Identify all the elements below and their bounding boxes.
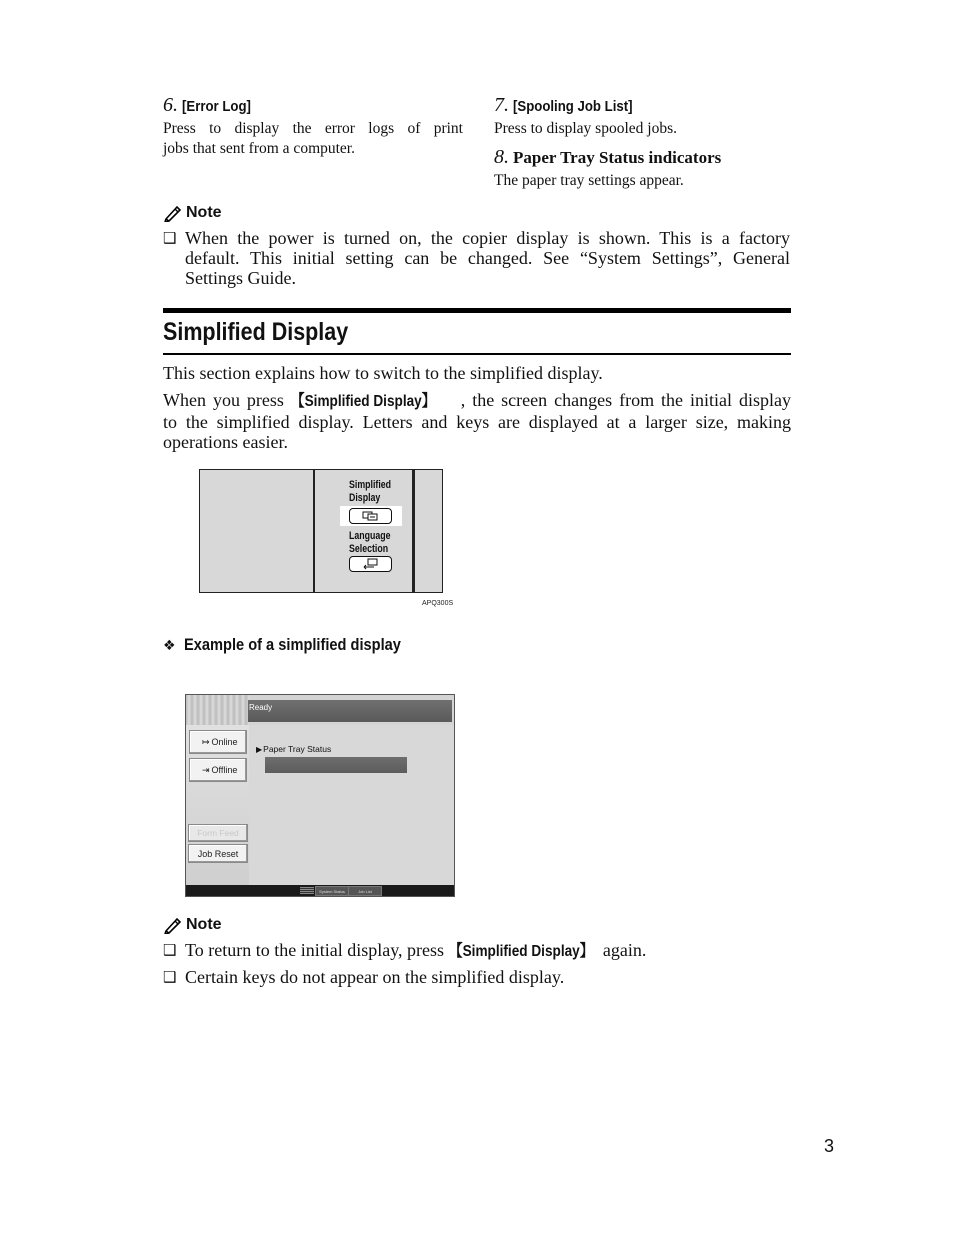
paper-tray-label: Paper Tray Status: [263, 744, 332, 754]
simplified-display-button[interactable]: [349, 508, 392, 524]
step-6-description: [163, 119, 463, 159]
step-title: [Spooling Job List]: [513, 98, 633, 115]
offline-icon: ⇥: [202, 764, 210, 775]
screen-bottom-bar: [186, 885, 454, 896]
note-2-item-2: Certain keys do not appear on the simplified display.: [185, 967, 565, 987]
language-selection-label: [349, 530, 391, 556]
step-8-heading: [494, 146, 721, 169]
online-button[interactable]: [189, 730, 247, 754]
job-reset-button[interactable]: Job Reset: [188, 844, 248, 863]
simplified-display-icon: [362, 511, 378, 521]
offline-button[interactable]: [189, 758, 247, 782]
text-line: default. This initial setting can be changed. See “System Settings”, General: [185, 248, 790, 268]
note-1-text: [185, 228, 790, 288]
screen-corner: [186, 695, 249, 725]
text-line: [163, 390, 791, 412]
paper-tray-status: [256, 744, 331, 754]
online-label: Online: [211, 737, 238, 747]
key-label: 【Simplified Display】: [448, 943, 593, 960]
note-title: Note: [186, 916, 222, 933]
text-fragment: , the screen changes from the initial display: [460, 390, 791, 410]
language-icon: [362, 558, 380, 570]
text-line: Selection: [349, 543, 389, 555]
text-fragment: To return to the initial display, press: [185, 940, 449, 960]
step-title: Paper Tray Status indicators: [513, 148, 722, 167]
step-number: 6.: [163, 94, 178, 116]
page-number: 3: [824, 1136, 835, 1156]
status-text: Ready: [249, 703, 273, 712]
pencil-icon: [163, 204, 183, 222]
control-panel-illustration: [199, 469, 443, 593]
text-line: Settings Guide.: [185, 268, 296, 288]
key-label: 【Simplified Display】: [290, 393, 436, 410]
simplified-display-label: [349, 479, 391, 505]
text-line: When the power is turned on, the copier display is shown. This is a factory: [185, 228, 790, 248]
section-rule-top: [163, 308, 791, 313]
form-feed-button[interactable]: Form Feed: [188, 824, 248, 842]
online-icon: ↦: [202, 736, 210, 747]
step-number: 7.: [494, 94, 509, 116]
job-list-button[interactable]: Job List: [348, 886, 382, 896]
checkbox-icon: ❑: [163, 968, 177, 986]
checkbox-icon: ❑: [163, 229, 177, 247]
simplified-display-screen: [185, 694, 455, 897]
panel-divider: [412, 470, 415, 592]
diamond-icon: ❖: [163, 636, 176, 653]
status-bar: [248, 700, 452, 722]
step-7-description: Press to display spooled jobs.: [494, 120, 677, 137]
section-title: Simplified Display: [163, 318, 349, 346]
text-line: Simplified: [349, 479, 392, 491]
paper-tray-bar: [265, 757, 407, 773]
example-title: Example of a simplified display: [183, 635, 401, 654]
section-intro: This section explains how to switch to the simplified display.: [163, 363, 603, 383]
text-line: Display: [349, 492, 381, 504]
step-7-heading: [494, 94, 649, 117]
text-line: Language: [349, 530, 391, 542]
text-line: Press to display the error logs of print: [163, 120, 463, 137]
status-indicator-icon: [300, 887, 314, 894]
note-heading: [163, 204, 222, 222]
text-fragment: When you press: [163, 390, 291, 410]
triangle-right-icon: ▶: [256, 744, 263, 754]
text-line: to the simplified display. Letters and keys are displayed at a larger size, making: [163, 412, 791, 432]
checkbox-icon: ❑: [163, 941, 177, 959]
step-number: 8.: [494, 146, 509, 168]
section-paragraph: [163, 390, 791, 452]
step-title: [Error Log]: [182, 98, 251, 115]
step-8-description: The paper tray settings appear.: [494, 172, 684, 189]
step-6-heading: [163, 94, 260, 117]
text-line: jobs that sent from a computer.: [163, 140, 355, 157]
note-2-item-1: [185, 940, 646, 962]
system-status-button[interactable]: System Status: [315, 886, 349, 896]
panel-divider: [313, 470, 315, 592]
section-rule-bottom: [163, 353, 791, 355]
text-fragment: again.: [598, 940, 647, 960]
text-line: operations easier.: [163, 432, 288, 452]
note-heading: [163, 916, 222, 934]
offline-label: Offline: [211, 765, 238, 775]
figure-code: APQ300S: [422, 600, 454, 607]
example-heading: [163, 635, 436, 655]
language-selection-button[interactable]: [349, 556, 392, 572]
note-title: Note: [186, 204, 222, 221]
pencil-icon: [163, 916, 183, 934]
